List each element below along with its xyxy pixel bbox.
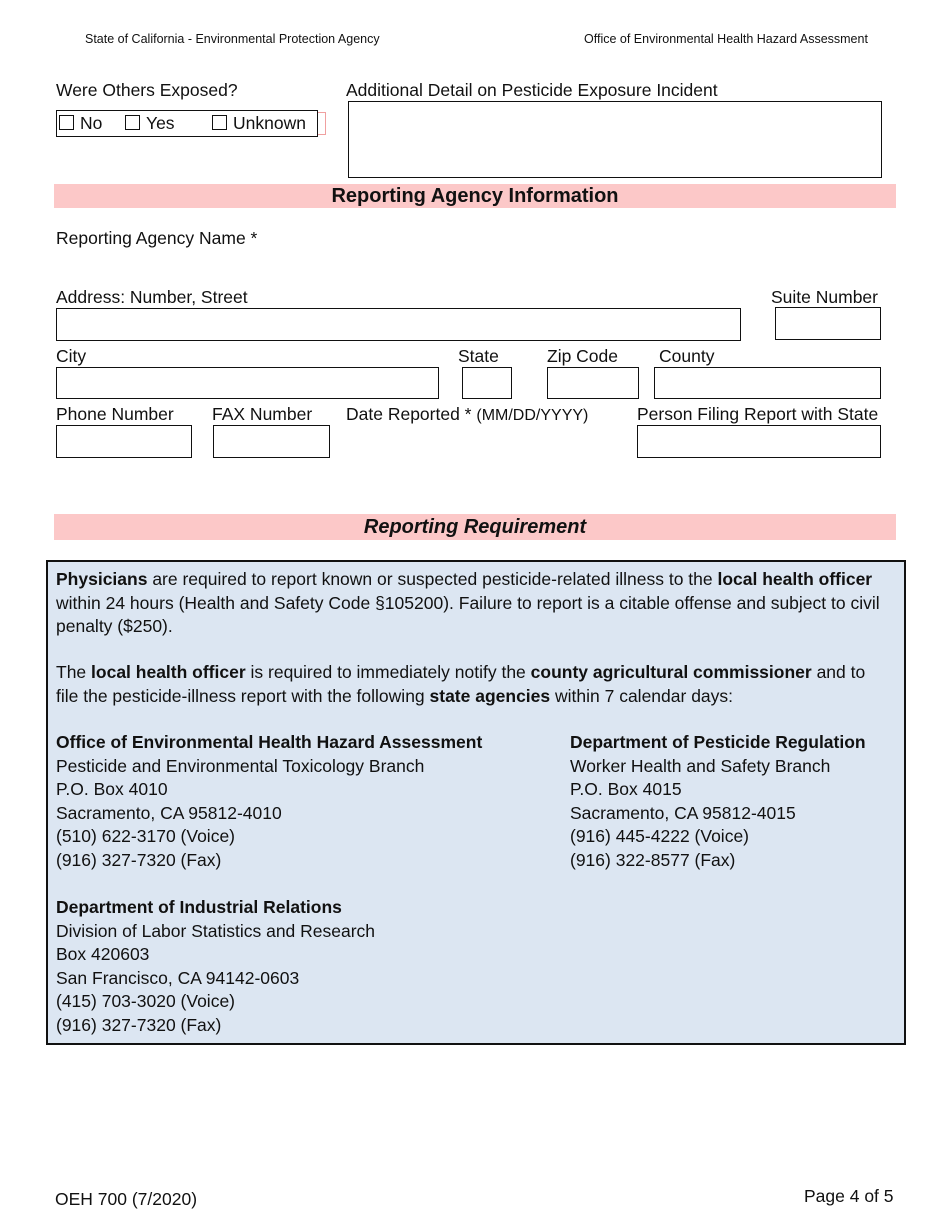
phone-input[interactable] xyxy=(56,425,192,458)
county-input[interactable] xyxy=(654,367,881,399)
option-yes[interactable]: Yes xyxy=(125,111,175,136)
checkbox-no[interactable] xyxy=(59,115,74,130)
requirement-box xyxy=(46,560,906,1045)
city-input[interactable] xyxy=(56,367,439,399)
filer-input[interactable] xyxy=(637,425,881,458)
others-exposed-group xyxy=(56,110,318,137)
checkbox-unknown[interactable] xyxy=(212,115,227,130)
field-highlight xyxy=(318,112,326,135)
page-number: Page 4 of 5 xyxy=(804,1186,894,1206)
dir-address: Department of Industrial Relations Division of Labor Statistics and Research Box 420603 San Francisco, CA 94142-0603 (415) 703-3020 (Voice) (916) 327-7320 (Fax) xyxy=(56,897,376,1035)
health-officer-paragraph: The local health officer is required to immediately notify the county agricultural commissioner and to file the pesticide-illness report with the following state agencies within 7 calendar days: xyxy=(56,662,866,706)
fax-label: FAX Number xyxy=(212,404,313,424)
requirement-section-title: Reporting Requirement xyxy=(54,514,896,540)
city-label: City xyxy=(56,346,87,366)
filer-label: Person Filing Report with State xyxy=(637,404,879,424)
option-no[interactable]: No xyxy=(59,111,102,136)
date-reported-label: Date Reported * (MM/DD/YYYY) xyxy=(346,404,589,424)
physician-requirement-paragraph: Physicians are required to report known or suspected pesticide-related illness to the local health officer within 24 hours (Health and Safety Code §105200). Failure to report is a citable offense and subject to civil penalty ($250). xyxy=(56,569,880,636)
form-id: OEH 700 (7/2020) xyxy=(55,1189,198,1209)
header-office: Office of Environmental Health Hazard Assessment xyxy=(584,32,868,46)
suite-label: Suite Number xyxy=(771,287,878,307)
additional-detail-label: Additional Detail on Pesticide Exposure Incident xyxy=(346,80,718,100)
date-format-hint: (MM/DD/YYYY) xyxy=(476,407,589,424)
others-exposed-label: Were Others Exposed? xyxy=(56,80,238,100)
state-input[interactable] xyxy=(462,367,512,399)
checkbox-yes[interactable] xyxy=(125,115,140,130)
agency-name-label: Reporting Agency Name * xyxy=(56,228,258,248)
header-agency: State of California - Environmental Protection Agency xyxy=(85,32,380,46)
dpr-address: Department of Pesticide Regulation Worker Health and Safety Branch P.O. Box 4015 Sacramento, CA 95812-4015 (916) 445-4222 (Voice) (916) 322-8577 (Fax) xyxy=(570,732,866,870)
zip-input[interactable] xyxy=(547,367,639,399)
state-label: State xyxy=(458,346,499,366)
address-label: Address: Number, Street xyxy=(56,287,248,307)
suite-input[interactable] xyxy=(775,307,881,340)
option-unknown[interactable]: Unknown xyxy=(212,111,306,136)
additional-detail-input[interactable] xyxy=(348,101,882,178)
address-input[interactable] xyxy=(56,308,741,341)
phone-label: Phone Number xyxy=(56,404,174,424)
county-label: County xyxy=(659,346,715,366)
zip-label: Zip Code xyxy=(547,346,619,366)
agency-section-title: Reporting Agency Information xyxy=(54,184,896,208)
oehha-address: Office of Environmental Health Hazard Assessment Pesticide and Environmental Toxicology Branch P.O. Box 4010 Sacramento, CA 95812-4010 (510) 622-3170 (Voice) (916) 327-7320 (Fax) xyxy=(56,732,483,870)
fax-input[interactable] xyxy=(213,425,330,458)
